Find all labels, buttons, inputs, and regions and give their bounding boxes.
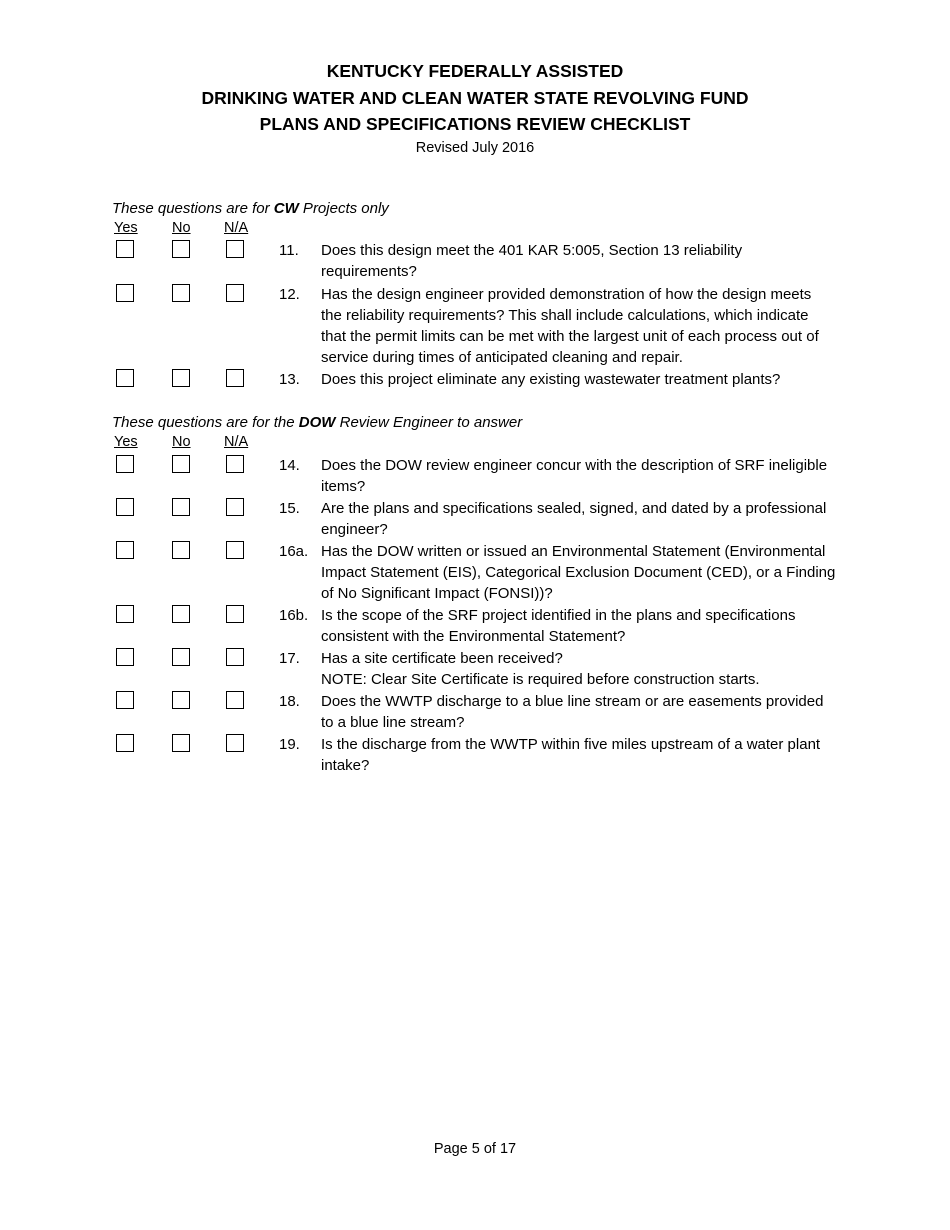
col-na-label: N/A — [224, 434, 249, 450]
question-text-line: consistent with the Environmental Statement? — [321, 628, 626, 645]
checkbox-na[interactable] — [226, 240, 244, 258]
checkbox-yes[interactable] — [116, 240, 134, 258]
checkbox-no[interactable] — [172, 369, 190, 387]
checkbox-yes[interactable] — [116, 498, 134, 516]
question-text-line: the reliability requirements? This shall include calculations, which indicate — [321, 307, 809, 324]
question-text — [321, 284, 841, 368]
checkbox-yes[interactable] — [116, 541, 134, 559]
question-text — [321, 648, 841, 690]
checkbox-no[interactable] — [172, 734, 190, 752]
checkbox-no[interactable] — [172, 605, 190, 623]
question-text-line: Does this design meet the 401 KAR 5:005, Section 13 reliability — [321, 242, 743, 259]
question-number: 18. — [279, 693, 300, 710]
question-row — [112, 734, 852, 776]
checkbox-no[interactable] — [172, 648, 190, 666]
dow-question-list — [112, 455, 852, 776]
cw-column-headers — [112, 219, 852, 237]
checkbox-na[interactable] — [226, 648, 244, 666]
col-yes-label: Yes — [114, 220, 138, 236]
question-text-line: engineer? — [321, 521, 388, 538]
dow-questions-section — [112, 413, 852, 776]
dow-section-intro — [112, 413, 852, 433]
checkbox-na[interactable] — [226, 541, 244, 559]
revision-date: Revised July 2016 — [415, 139, 535, 156]
question-text-line: to a blue line stream? — [321, 714, 465, 731]
checkbox-na[interactable] — [226, 605, 244, 623]
dow-column-headers — [112, 433, 852, 451]
checkbox-yes[interactable] — [116, 648, 134, 666]
question-text — [321, 498, 841, 540]
col-no-label: No — [172, 220, 191, 236]
question-text-line: Has the design engineer provided demonstration of how the design meets — [321, 286, 812, 303]
question-row — [112, 691, 852, 733]
question-text-line: that the permit limits can be met with the largest unit of each process out of — [321, 328, 819, 345]
question-text-line: Does this project eliminate any existing wastewater treatment plants? — [321, 371, 781, 388]
cw-question-list — [112, 240, 852, 390]
question-text-line: Is the discharge from the WWTP within five miles upstream of a water plant — [321, 736, 821, 753]
question-row — [112, 605, 852, 647]
checkbox-no[interactable] — [172, 284, 190, 302]
question-number: 17. — [279, 650, 300, 667]
checkbox-no[interactable] — [172, 455, 190, 473]
question-row — [112, 284, 852, 368]
dow-intro-bold: DOW — [298, 414, 336, 431]
checkbox-na[interactable] — [226, 734, 244, 752]
question-number: 11. — [279, 242, 299, 259]
question-text-line: Impact Statement (EIS), Categorical Exclusion Document (CED), or a Finding — [321, 564, 836, 581]
question-text-line: service during times of anticipated cleaning and repair. — [321, 349, 683, 366]
question-text-line: Does the WWTP discharge to a blue line stream or are easements provided — [321, 693, 824, 710]
question-text-line: of No Significant Impact (FONSI))? — [321, 585, 553, 602]
checkbox-na[interactable] — [226, 498, 244, 516]
question-number: 15. — [279, 500, 300, 517]
document-header — [0, 58, 950, 158]
question-text — [321, 605, 841, 647]
question-text-line: Has the DOW written or issued an Environmental Statement (Environmental — [321, 543, 826, 560]
checkbox-na[interactable] — [226, 284, 244, 302]
question-row — [112, 240, 852, 282]
header-line-3: PLANS AND SPECIFICATIONS REVIEW CHECKLIST — [259, 114, 691, 134]
question-text — [321, 369, 841, 390]
col-na-label: N/A — [224, 220, 249, 236]
checkbox-yes[interactable] — [116, 284, 134, 302]
cw-intro-bold: CW — [273, 200, 299, 217]
checkbox-no[interactable] — [172, 541, 190, 559]
question-text — [321, 240, 841, 282]
col-yes-label: Yes — [114, 434, 138, 450]
checkbox-na[interactable] — [226, 455, 244, 473]
cw-intro-text-end: Projects only — [298, 200, 389, 217]
question-text-line: requirements? — [321, 263, 417, 280]
page-number: Page 5 of 17 — [433, 1141, 517, 1157]
question-text — [321, 541, 841, 604]
question-text-line: intake? — [321, 757, 370, 774]
question-row — [112, 455, 852, 497]
checkbox-yes[interactable] — [116, 455, 134, 473]
question-number: 16a. — [279, 543, 309, 560]
question-number: 14. — [279, 457, 300, 474]
checkbox-na[interactable] — [226, 691, 244, 709]
header-line-2: DRINKING WATER AND CLEAN WATER STATE REVOLVING FUND — [201, 87, 749, 108]
checkbox-no[interactable] — [172, 240, 190, 258]
question-row — [112, 369, 852, 390]
checkbox-yes[interactable] — [116, 605, 134, 623]
checkbox-na[interactable] — [226, 369, 244, 387]
question-number: 16b. — [279, 607, 309, 624]
question-text — [321, 734, 841, 776]
question-row — [112, 541, 852, 604]
checkbox-yes[interactable] — [116, 734, 134, 752]
dow-intro-text: These questions are for the — [112, 414, 299, 431]
question-text-line: Are the plans and specifications sealed, signed, and dated by a professional — [321, 500, 827, 517]
col-no-label: No — [172, 434, 191, 450]
question-row — [112, 498, 852, 540]
checkbox-yes[interactable] — [116, 369, 134, 387]
question-text-line: Has a site certificate been received? — [321, 650, 563, 667]
question-number: 12. — [279, 286, 300, 303]
cw-section-intro — [112, 199, 852, 219]
question-text-line: items? — [321, 478, 366, 495]
question-text-line: Is the scope of the SRF project identified in the plans and specifications — [321, 607, 796, 624]
question-number: 19. — [279, 736, 300, 753]
question-row — [112, 648, 852, 690]
checkbox-yes[interactable] — [116, 691, 134, 709]
question-text — [321, 691, 841, 733]
question-text-line: Does the DOW review engineer concur with the description of SRF ineligible — [321, 457, 828, 474]
checkbox-no[interactable] — [172, 498, 190, 516]
cw-intro-text: These questions are for — [112, 200, 274, 217]
question-number: 13. — [279, 371, 300, 388]
header-line-1: KENTUCKY FEDERALLY ASSISTED — [326, 61, 624, 81]
cw-questions-section — [112, 199, 852, 390]
dow-intro-text-end: Review Engineer to answer — [335, 414, 523, 431]
question-text — [321, 455, 841, 497]
question-text-line: NOTE: Clear Site Certificate is required before construction starts. — [321, 671, 760, 688]
checkbox-no[interactable] — [172, 691, 190, 709]
